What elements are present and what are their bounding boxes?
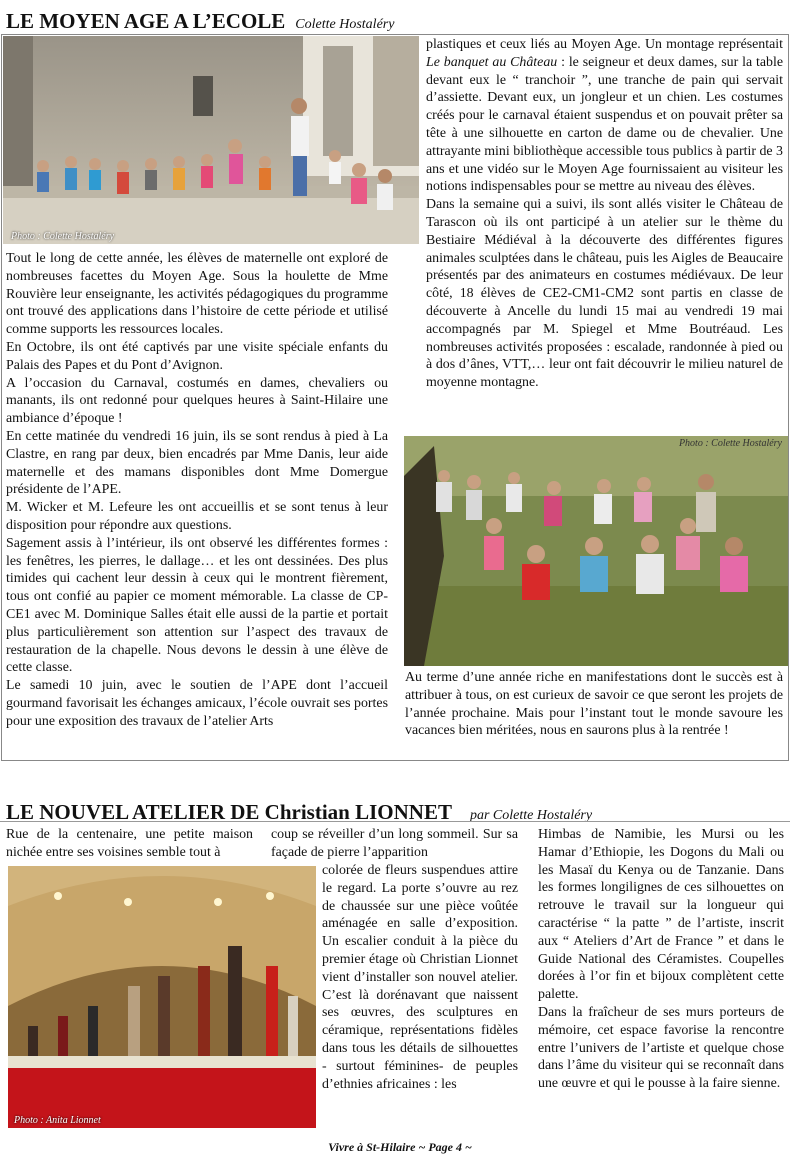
chapel-photo-illustration <box>3 36 419 244</box>
paragraph: En Octobre, ils ont été captivés par une visite spéciale enfants du Palais des Papes et du Pont d’Avignon. <box>6 339 388 373</box>
atelier-photo-illustration <box>8 866 316 1128</box>
photo-caption: Photo : Anita Lionnet <box>14 1115 101 1126</box>
paragraph: Le samedi 10 juin, avec le soutien de l’APE dont l’accueil gourmand favorisait les échanges amicaux, l’école ouvrait ses portes pour une exposition des travaux de l’atelier Arts <box>6 678 388 729</box>
paragraph: colorée de fleurs suspendues attire le regard. La porte s’ouvre au rez de chaussée sur une pièce voûtée aménagée en salle d’exposition. Un escalier conduit à la pièce du premier étage où Christian Lionnet vient d’installer son nouvel atelier. C’est là dorénavant que naissent ses œuvres, des sculptures en céramique, représentations fidèles dans tous les détails de silhouettes - surtout féminines- de peuples d’ethnies africaines : les <box>322 863 518 1092</box>
exhibit-title: Le banquet au Château <box>426 54 558 70</box>
photo-children-chapel <box>3 36 419 244</box>
photo-caption: Photo : Colette Hostaléry <box>11 231 115 242</box>
photo-atelier <box>8 866 316 1128</box>
article2-column-2-top <box>271 826 518 862</box>
paragraph: Rue de la centenaire, une petite maison nichée entre ses voisines semble tout à <box>6 827 253 860</box>
paragraph: Tout le long de cette année, les élèves de maternelle ont exploré de nombreuses facettes du Moyen Age. Sous la houlette de Mme Rouvière leur enseignante, les activités pédagogiques du programme ont trouvé des applications dans l’histoire de cette période et utilisé comme supports les ressources locales. <box>6 251 388 338</box>
page-footer: Vivre à St-Hilaire ~ Page 4 ~ <box>328 1140 472 1154</box>
title-text: LE MOYEN AGE A L’ECOLE <box>6 9 286 33</box>
paragraph: Dans la fraîcheur de ses murs porteurs de mémoire, cet espace favorise la rencontre entre l’univers de l’artiste et quelque chose dans l’âme du visiteur qui se reconnaît dans une œuvre et qui le pousse à la faire sienne. <box>538 1004 784 1092</box>
paragraph: plastiques et ceux liés au Moyen Age. Un montage représentait Le banquet au Château : le seigneur et deux dames, sur la table devant eux le “ tranchoir ”, une tranche de pain qui servait d’assiette. Devant eux, un jongleur et un chien. Les costumes créés pour le carnaval étaient suspendus et on pouvait prêter sa tête à une silhouette en carton de dame ou de chevalier. Une attrayante mini bibliothèque accessible tous publics à partir de 3 ans et une vidéo sur le Moyen Age fournissaient au visiteur les notions indispensables pour se mettre au niveau des élèves. <box>426 37 783 195</box>
paragraph: A l’occasion du Carnaval, costumés en dames, chevaliers ou manants, ils ont redonné pour quelques heures à Saint-Hilaire une ambiance d’époque ! <box>6 375 388 427</box>
article-left-column <box>6 250 388 731</box>
photo-caption: Photo : Colette Hostaléry <box>678 438 782 449</box>
article-closing-paragraph <box>405 669 783 740</box>
photo-children-grass <box>404 436 788 666</box>
paragraph: coup se réveiller d’un long sommeil. Sur sa façade de pierre l’apparition <box>271 827 518 860</box>
article-byline: par Colette Hostaléry <box>469 808 593 823</box>
paragraph: Au terme d’une année riche en manifestations dont le succès est à attribuer à tous, on est curieux de savoir ce que seront les projets de l’année prochaine. Mais pour l’instant tout le monde savoure les vacances bien méritées, nous en saurons plus à la rentrée ! <box>405 670 783 739</box>
paragraph: Sagement assis à l’intérieur, ils ont observé les différentes formes : les fenêtres, les pierres, le dallage… et les ont dessinées. Des plus timides qui cachent leur dessin à ceux qui le montrent fièrement, tous ont confié au papier ce moment mémorable. La classe de CP-CE1 avec M. Dominique Salles était elle aussi de la partie et portait plus particulièrement son attention sur l’aspect des travaux de restauration de la chapelle. Nous devons le dessin à une élève de cette classe. <box>6 535 388 676</box>
article2-column-2 <box>322 862 518 1093</box>
grass-photo-illustration <box>404 436 788 666</box>
title-text: LE NOUVEL ATELIER DE Christian LIONNET <box>6 800 452 824</box>
article-byline: Colette Hostaléry <box>295 17 395 32</box>
paragraph: Himbas de Namibie, les Mursi ou les Hamar d’Ethiopie, les Dogons du Mali ou les Masaï du Kenya ou de Tanzanie. Dans les formes longilignes de ces silhouettes on retrouve le travail sur la longueur qui caractérise “ la patte ” de l’artiste, inscrit aux “ Ateliers d’Art de France ” et dans le Guide National des Céramistes. Coupelles dorées à l’or fin et bijoux complètent cette palette. <box>538 827 784 1003</box>
paragraph: Dans la semaine qui a suivi, ils sont allés visiter le Château de Tarascon où ils ont participé à un atelier sur le thème du Bestiaire Médiéval à la découverte des différentes figures animales sculptées dans le château, puis les Aigles de Beaucaire présentés par des animateurs en costumes médiévaux. De leur côté, 18 élèves de CE2-CM1-CM2 sont partis en classe de découverte à Ancelle du lundi 15 mai au vendredi 19 mai accompagnés par M. Spiegel et Mme Boutréaud. Les nombreuses activités proposées : escalade, randonnée à pied ou à dos d’ânes, VTT,… leur ont fait découvrir le milieu naturel de moyenne montagne. <box>426 197 783 391</box>
article-title <box>6 9 394 34</box>
article-right-column <box>426 36 783 392</box>
article2-column-1 <box>6 826 253 862</box>
paragraph: En cette matinée du vendredi 16 juin, ils se sont rendus à pied à La Clastre, en rang par deux, bien encadrés par Mme Danis, leur aide maternelle et des mamans disponibles dont Mme Domergue présidente de l’APE. <box>6 428 388 498</box>
divider <box>0 821 790 822</box>
paragraph: M. Wicker et M. Lefeure les ont accueillis et se sont tenus à leur disposition pour répondre aux questions. <box>6 500 388 533</box>
article2-column-3 <box>538 826 784 1093</box>
